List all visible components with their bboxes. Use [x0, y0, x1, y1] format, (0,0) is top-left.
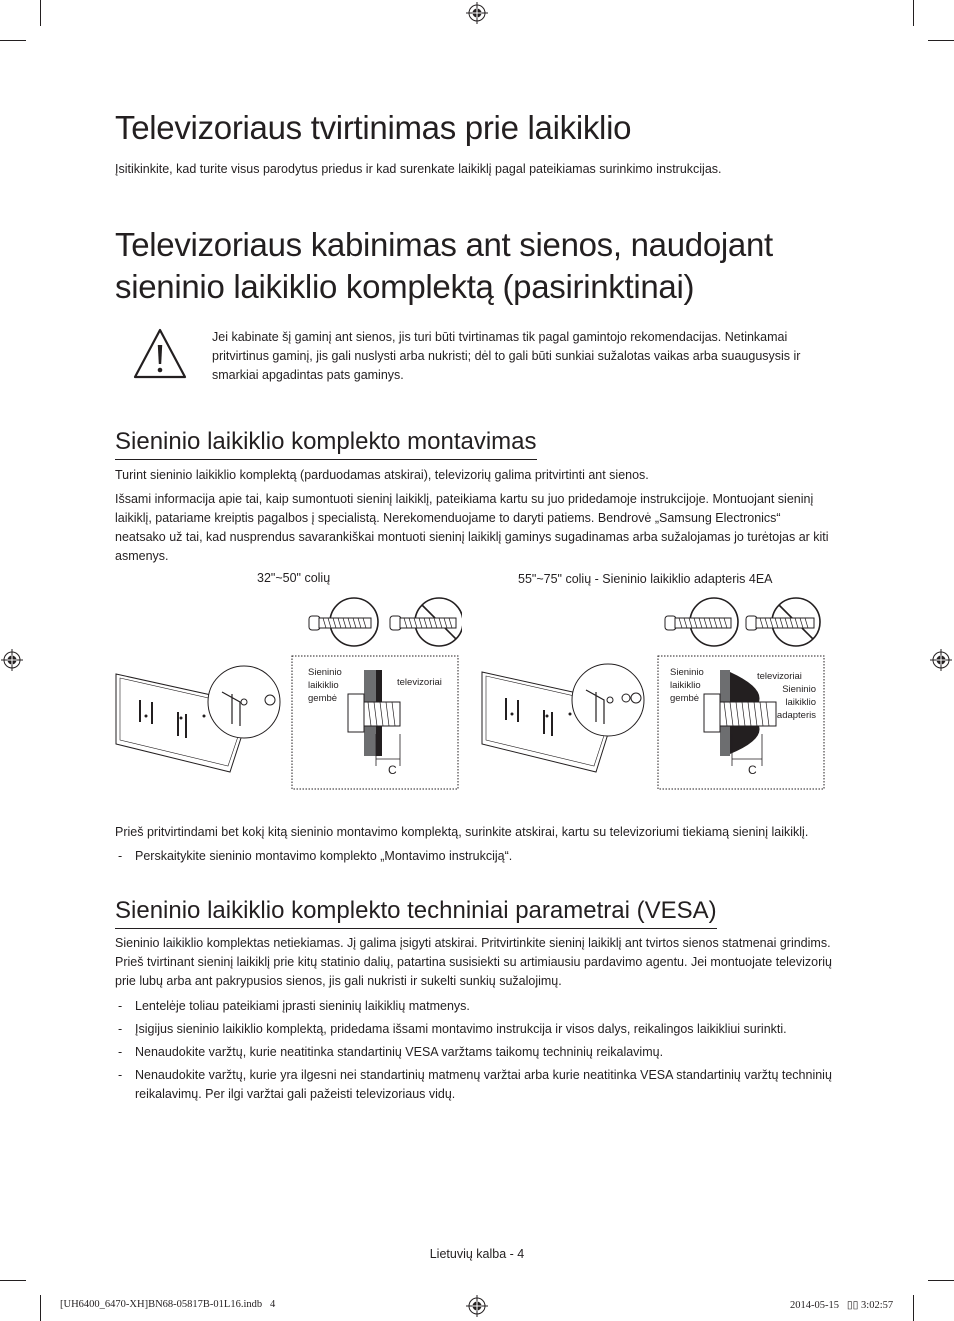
vesa-heading: Sieninio laikiklio komplekto techniniai parametrai (VESA): [115, 897, 717, 929]
bracket-label-line: laikiklio: [670, 680, 701, 691]
list-item-text: Nenaudokite varžtų, kurie neatitinka standartinių VESA varžtams taikomų techninių reikalavimų.: [135, 1045, 664, 1059]
intro-text: Įsitikinkite, kad turite visus parodytus priedus ir kad surenkate laikiklį pagal pateikiamas surinkimo instrukcijas.: [115, 162, 722, 176]
bracket-label-line: Sieninio: [308, 667, 342, 678]
list-item-text: Nenaudokite varžtų, kurie yra ilgesni nei standartinių matmenų varžtai arba kurie neatitinka VESA standartinių varžtų techninių reikalavimų. Per ilgi varžtai gali pažeisti televizoriaus vidų.: [135, 1068, 832, 1101]
vesa-heading-wrap: [115, 897, 717, 929]
list-item: [115, 997, 835, 1016]
vesa-paragraph: Sieninio laikiklio komplektas netiekiamas. Jį galima įsigyti atskirai. Pritvirtinkite sieninį laikiklį ant tvirtos sienos statmenai grindims. Prieš tvirtinant sieninį laikiklį prie kitų statinio dalių, patartina susisiekti su artimiausiu pardavimo agentu. Jei montuojate televizorių prie lubų arba ant pakrypusios sienos, jis gali nukristi ir sukelti sunkių sužalojimų.: [115, 936, 833, 988]
list-item-text: Lentelėje toliau pateikiami įprasti sieninių laikiklių matmenys.: [135, 999, 470, 1013]
prohibited-screw-icon: [746, 598, 820, 646]
warning-text: Jei kabinate šį gaminį ant sienos, jis turi būti tvirtinamas tik pagal gamintojo rekomendacijas. Netinkamai pritvirtinus gaminį, jis gali nuslysti arba nukristi; dėl to gali būti sunkiai sužalotas vaikas arba suaugusysis ir smarkiai apgadintas pats gaminys.: [212, 330, 801, 382]
crop-mark: [0, 1280, 26, 1281]
bracket-label-line: gembė: [308, 693, 338, 704]
crop-mark: [40, 0, 41, 26]
figure-right-c-label: C: [748, 763, 757, 777]
mounting-paragraph-2: Išsami informacija apie tai, kaip sumontuoti sieninį laikiklį, pateikiama kartu su juo pridedamoje instrukcijoje. Montuojant sieninį laikiklį, patariame kreiptis pagalbos į specialistą. Nerekomenduojame to daryti patiems. Bendrovė „Samsung Electronics“ neatsako už tai, kad nusprendus savarankiškai montuoti sieninį laikiklį gaminys sugadinamas arba sužalojamas jo turėtojas ar kiti asmenys.: [115, 492, 829, 563]
wall-mount-title-line1: Televizoriaus kabinimas ant sienos, naudojant: [115, 226, 773, 263]
registration-mark-icon: [1, 649, 23, 671]
figure-left-tv-label: televizoriai: [397, 677, 442, 688]
list-item-text: Įsigijus sieninio laikiklio komplektą, pridedama išsami montavimo instrukcija ir visos dalys, reikalingos laikikliui surinkti.: [135, 1022, 787, 1036]
screw-icon: [309, 598, 378, 646]
registration-mark-icon: [466, 1295, 488, 1317]
mounting-bullet-text: Perskaitykite sieninio montavimo komplekto „Montavimo instrukciją“.: [135, 849, 513, 863]
mounting-paragraph-3: Prieš pritvirtindami bet kokį kitą sieninio montavimo komplektą, surinkite atskirai, kartu su televizoriumi tiekiamą sieninį laikiklį.: [115, 825, 809, 839]
wall-mount-title-line2: sieninio laikiklio komplektą (pasirinktinai): [115, 268, 695, 305]
crop-mark: [913, 0, 914, 26]
mounting-paragraph-1: Turint sieninio laikiklio komplektą (parduodamas atskirai), televizorių galima pritvirtinti ant sienos.: [115, 468, 649, 482]
mounting-bullet: [115, 847, 855, 866]
figure-right-adapter-label: [770, 683, 816, 722]
registration-mark-icon: [466, 2, 488, 24]
figure-right-bracket-label: [670, 666, 704, 705]
figure-left-caption: 32"~50" colių: [257, 571, 331, 585]
list-item: [115, 1020, 835, 1039]
figure-right-tv-label: televizoriai: [757, 671, 802, 682]
registration-mark-icon: [930, 649, 952, 671]
bracket-label-line: gembė: [670, 693, 700, 704]
crop-mark: [928, 40, 954, 41]
figure-left-diagram: [112, 594, 462, 794]
list-item: [115, 1066, 835, 1104]
bracket-label-line: Sieninio: [670, 667, 704, 678]
file-slug: [UH6400_6470-XH]BN68-05817B-01L16.indb 4: [60, 1299, 276, 1310]
adapter-label-line: adapteris: [776, 710, 816, 721]
adapter-label-line: laikiklio: [785, 697, 816, 708]
page-number-label: Lietuvių kalba - 4: [429, 1247, 525, 1261]
adapter-label-line: Sieninio: [782, 684, 816, 695]
screw-icon: [665, 598, 738, 646]
crop-mark: [40, 1295, 41, 1321]
figure-left-bracket-label: [308, 666, 342, 705]
crop-mark: [928, 1280, 954, 1281]
mounting-heading: Sieninio laikiklio komplekto montavimas: [115, 428, 537, 460]
prohibited-screw-icon: [390, 598, 462, 646]
list-item: [115, 1043, 835, 1062]
warning-triangle-icon: [132, 327, 188, 381]
figure-right-caption: 55"~75" colių - Sieninio laikiklio adapteris 4EA: [518, 572, 773, 586]
crop-mark: [0, 40, 26, 41]
wall-mount-title: [115, 225, 773, 307]
page-title: Televizoriaus tvirtinimas prie laikiklio: [115, 109, 632, 146]
vesa-bullet-list: [115, 997, 835, 1104]
print-timestamp: 2014-05-15 ▯▯ 3:02:57: [790, 1300, 894, 1311]
mounting-heading-wrap: [115, 428, 537, 460]
figure-left-c-label: C: [388, 763, 397, 777]
bracket-label-line: laikiklio: [308, 680, 339, 691]
crop-mark: [913, 1295, 914, 1321]
